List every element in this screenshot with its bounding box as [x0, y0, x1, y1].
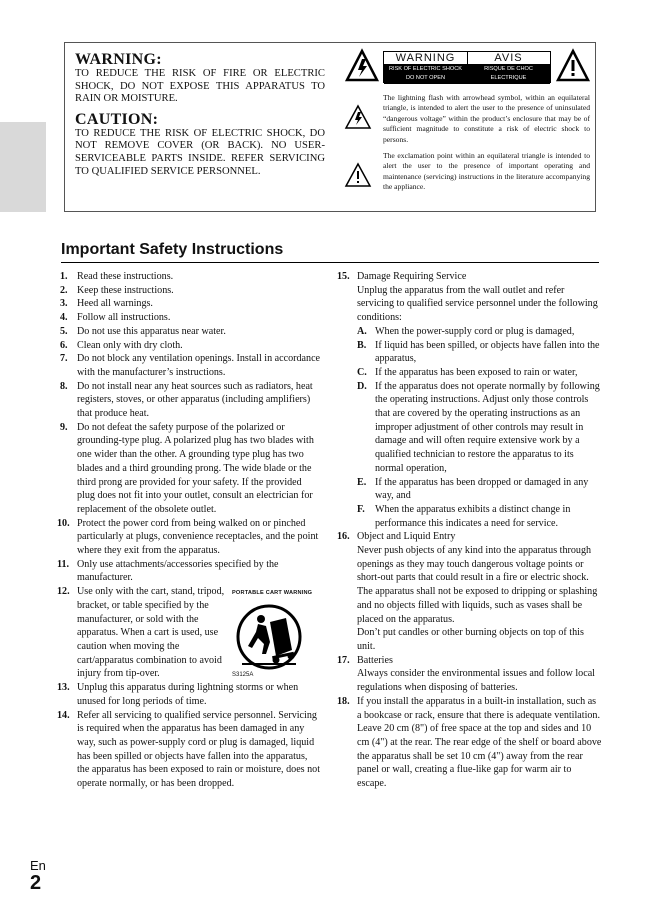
exclamation-explanation [345, 151, 590, 193]
item-number: 16. [337, 531, 350, 543]
item-text: The apparatus shall not be exposed to dripping or splashing and no objects filled with liquids, such as vases shall be placed on the apparatus. [357, 586, 598, 625]
sub-letter: A. [357, 325, 367, 337]
item-text: Follow all instructions. [77, 312, 171, 324]
item-number: 6. [60, 339, 68, 351]
item-number: 3. [60, 298, 68, 310]
item-text: Only use attachments/accessories specified by the manufacturer. [77, 558, 279, 584]
sub-letter: D. [357, 380, 367, 392]
item-text: Always consider the environmental issues and follow local regulations when disposing of batteries. [357, 668, 595, 694]
item-text: Do not use this apparatus near water. [77, 325, 226, 337]
sub-letter: C. [357, 366, 367, 378]
list-item-batteries [337, 654, 602, 695]
sub-item [357, 366, 602, 380]
label-avis-sub1: RISQUE DE CHOC ELECTRIQUE [484, 66, 533, 81]
list-item [60, 421, 322, 517]
symbol-explanations [345, 49, 590, 193]
item-number: 15. [337, 271, 350, 282]
list-item [60, 339, 322, 353]
exclamation-triangle-icon [345, 163, 371, 187]
item-number: 14. [57, 709, 70, 721]
sub-list [357, 325, 602, 531]
label-avis-sub [467, 65, 550, 90]
item-number: 8. [60, 380, 68, 392]
item-text: Read these instructions. [77, 271, 174, 282]
list-item [57, 681, 322, 708]
list-item [57, 558, 322, 585]
exclamation-triangle-icon [556, 49, 590, 83]
item-number: 18. [337, 695, 350, 707]
figure-code: S3125A [232, 671, 254, 678]
warning-text: TO REDUCE THE RISK OF FIRE OR ELECTRIC SHOCK, DO NOT EXPOSE THIS APPARATUS TO RAIN OR MOISTURE. [75, 68, 325, 105]
warning-caution-text [75, 51, 325, 178]
list-item [57, 517, 322, 558]
list-item-cart [57, 585, 322, 681]
list-item-ventilation [337, 695, 602, 791]
list-item [60, 311, 322, 325]
label-avis-title: AVIS [467, 52, 550, 65]
item-text: Leave 20 cm (8") of free space at the top and sides and 10 cm (4") at the rear. The rear edge of the shelf or board above the apparatus shall be set 10 cm (4") away from the rear panel or wall, creating a flue-like gap for warm air to escape. [357, 723, 602, 790]
label-warning-sub2: DO NOT OPEN [405, 75, 446, 81]
list-item-damage [337, 270, 602, 530]
item-number: 1. [60, 271, 68, 282]
label-warning-col [384, 52, 468, 82]
item-text: Refer all servicing to qualified service personnel. Servicing is required when the apparatus has been damaged in any way, such as power-supply cord or plug is damaged, liquid has been spilled or objects have fallen into the apparatus, the apparatus has been exposed to rain or moisture, does not operate normally, or has been dropped. [77, 709, 321, 790]
list-item [60, 325, 322, 339]
label-warning-sub [384, 65, 467, 84]
item-title: Damage Requiring Service [357, 271, 467, 282]
sub-text: If the apparatus has been dropped or damaged in any way, and [375, 476, 589, 502]
left-column [57, 270, 322, 791]
portable-cart-figure [232, 587, 332, 682]
list-item [60, 380, 322, 421]
lightning-explanation [345, 93, 590, 145]
sub-text: When the power-supply cord or plug is damaged, [375, 325, 575, 337]
item-number: 11. [57, 558, 70, 570]
item-number: 5. [60, 325, 68, 337]
list-item [60, 284, 322, 298]
page-number: 2 [30, 872, 42, 894]
item-text: Protect the power cord from being walked on or pinched particularly at plugs, convenience receptacles, and the point where they exit from the apparatus. [77, 517, 319, 557]
item-number: 17. [337, 654, 350, 666]
caution-heading: CAUTION: [75, 110, 159, 128]
sub-item [357, 380, 602, 476]
figure-caption: PORTABLE CART WARNING [232, 590, 313, 597]
list-item [60, 270, 322, 284]
item-number: 4. [60, 312, 68, 324]
sub-text: If liquid has been spilled, or objects have fallen into the apparatus, [375, 339, 600, 365]
list-item [57, 709, 322, 791]
item-number: 2. [60, 284, 68, 296]
item-text: Clean only with dry cloth. [77, 339, 183, 351]
sub-text: If the apparatus has been exposed to rain or water, [375, 366, 578, 378]
item-text: Do not install near any heat sources such as radiators, heat registers, stoves, or other apparatus (including amplifiers) that produce heat. [77, 380, 313, 420]
warning-heading: WARNING: [75, 51, 162, 68]
label-avis-col [467, 52, 550, 90]
section-title: Important Safety Instructions [61, 241, 284, 258]
item-text: Do not block any ventilation openings. Install in accordance with the manufacturer’s instructions. [77, 353, 321, 378]
label-avis-sub2: NE PAS OUVRIR [486, 84, 531, 90]
section-rule [61, 262, 599, 263]
sub-letter: F. [357, 503, 365, 515]
right-column [337, 270, 602, 791]
sub-text: If the apparatus does not operate normally by following the operating instructions. Adjust only those controls that are covered by the operating instructions as an improper adjustment of other controls may result in damage and will often require extensive work by a qualified technician to restore the apparatus to its normal operation, [375, 380, 600, 474]
label-warning-sub1: RISK OF ELECTRIC SHOCK [388, 66, 463, 72]
exclamation-text: The exclamation point within an equilateral triangle is intended to alert the user to the presence of important operating and maintenance (servicing) instructions in the literature accompanying the appliance. [383, 151, 590, 192]
list-item [60, 352, 322, 379]
item-text: Never push objects of any kind into the apparatus through openings as they may touch dangerous voltage points or short-out parts that could result in a fire or electric shock. [357, 545, 592, 584]
item-number: 10. [57, 517, 70, 529]
lightning-text: The lightning flash with arrowhead symbol, within an equilateral triangle, is intended to alert the user to the presence of uninsulated “dangerous voltage” within the product’s enclosure that may be of sufficient magnitude to constitute a risk of electric shock to persons. [383, 93, 590, 144]
sub-item [357, 325, 602, 339]
lightning-triangle-icon [345, 49, 379, 83]
item-title: Batteries [357, 654, 393, 666]
item-text: Don’t put candles or other burning objects on top of this unit. [357, 627, 584, 652]
sub-item [357, 339, 602, 366]
sub-item [357, 503, 602, 530]
item-number: 9. [60, 421, 68, 433]
item-text: If you install the apparatus in a built-in installation, such as a bookcase or rack, ensure that there is adequate ventilation. [357, 695, 600, 721]
sub-letter: E. [357, 476, 367, 488]
cart-tipover-icon [236, 604, 302, 670]
lightning-triangle-icon [345, 105, 371, 129]
sub-text: When the apparatus exhibits a distinct change in performance this indicates a need for service. [375, 503, 571, 529]
item-number: 7. [60, 353, 68, 365]
list-item [60, 297, 322, 311]
item-text: Heed all warnings. [77, 298, 153, 310]
item-text: Do not defeat the safety purpose of the polarized or grounding-type plug. A polarized plug has two blades with one wider than the other. A grounding type plug has two blades and a third grounding prong. The wide blade or the third prong are provided for your safety. If the provided plug does not fit into your outlet, consult an electrician for replacement of the obsolete outlet. [77, 421, 314, 515]
page-language: En [30, 858, 46, 873]
caution-text: TO REDUCE THE RISK OF ELECTRIC SHOCK, DO NOT REMOVE COVER (OR BACK). NO USER-SERVICEABLE PARTS INSIDE. REFER SERVICING TO QUALIFIED SERVICE PERSONNEL. [75, 127, 325, 177]
label-warning-title: WARNING [384, 52, 467, 65]
warning-label [345, 49, 590, 90]
item-title: Object and Liquid Entry [357, 531, 456, 543]
sub-item [357, 476, 602, 503]
item-text: Unplug the apparatus from the wall outlet and refer servicing to qualified service personnel under the following conditions: [357, 284, 598, 324]
sub-letter: B. [357, 339, 367, 351]
warning-box [64, 42, 596, 212]
item-text: Use only with the cart, stand, tripod, bracket, or table specified by the manufacturer, or sold with the apparatus. When a cart is used, use caution when moving the cart/apparatus combination to avoid injury from tip-over. [77, 586, 225, 680]
side-tab-marker [0, 122, 46, 212]
item-text: Unplug this apparatus during lightning storms or when unused for long periods of time. [77, 682, 299, 707]
item-number: 12. [57, 586, 70, 598]
warning-avis-label [383, 51, 551, 90]
item-number: 13. [57, 682, 70, 694]
list-item-object-entry [337, 530, 602, 653]
item-text: Keep these instructions. [77, 284, 174, 296]
